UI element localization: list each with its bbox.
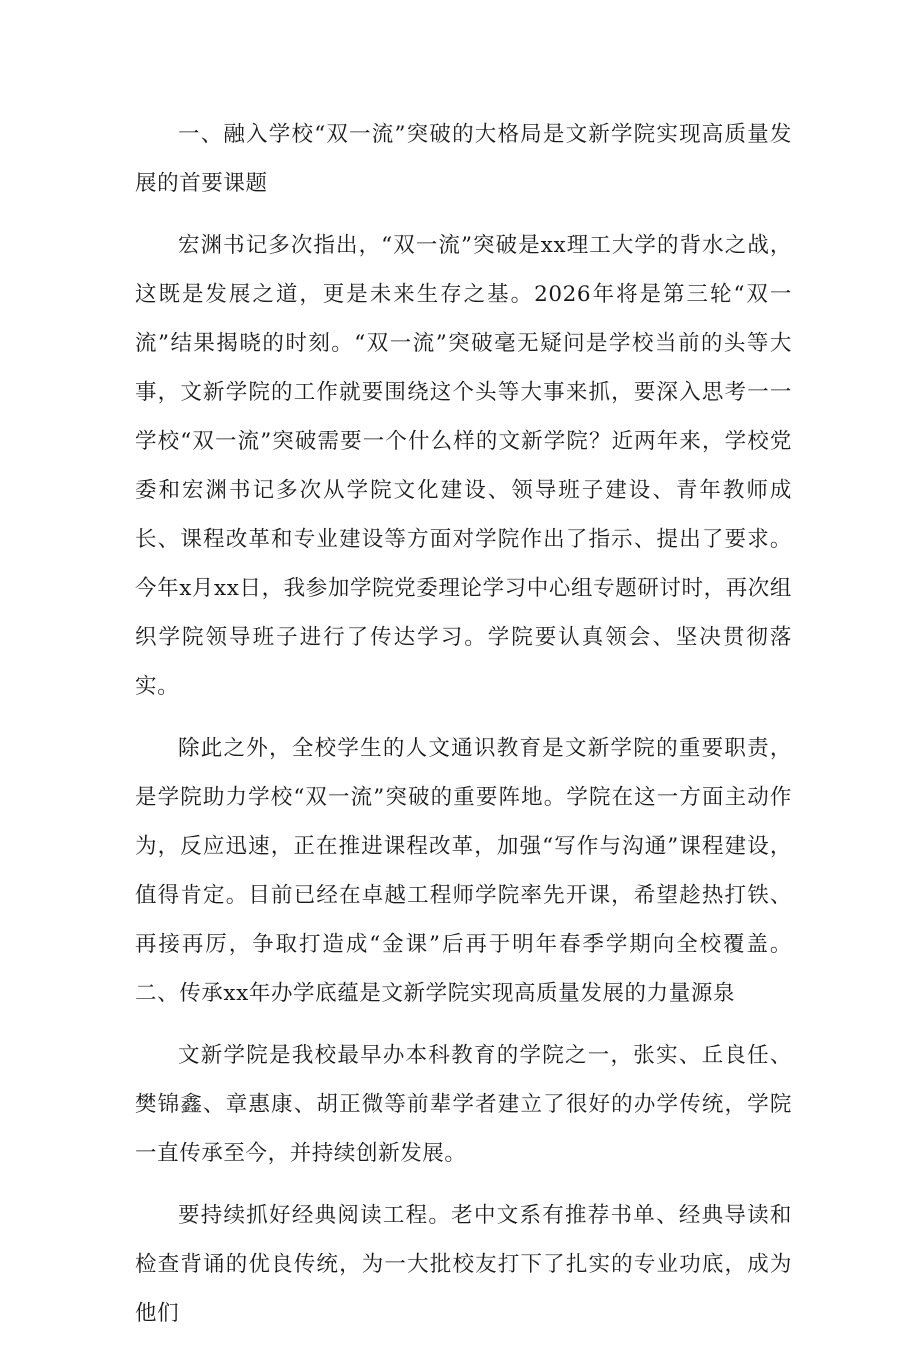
paragraph-double-first-class: 宏渊书记多次指出，“双一流”突破是xx理工大学的背水之战，这既是发展之道，更是未来生存之基。2026年将是第三轮“双一流”结果揭晓的时刻。“双一流”突破毫无疑问是学校当前的头等大事，文新学院的工作就要围绕这个头等大事来抓，要深入思考一一学校“双一流”突破需要一个什么样的文新学院？近两年来，学校党委和宏渊书记多次从学院文化建设、领导班子建设、青年教师成长、课程改革和专业建设等方面对学院作出了指示、提出了要求。今年x月xx日，我参加学院党委理论学习中心组专题研讨时，再次组织学院领导班子进行了传达学习。学院要认真领会、坚决贯彻落实。 (135, 233, 792, 699)
document-body (135, 110, 792, 1351)
paragraph-school-tradition: 文新学院是我校最早办本科教育的学院之一，张实、丘良任、樊锦鑫、章惠康、胡正微等前辈学者建立了很好的办学传统，学院一直传承至今，并持续创新发展。 (135, 1043, 792, 1166)
paragraph-general-education: 除此之外，全校学生的人文通识教育是文新学院的重要职责，是学院助力学校“双一流”突破的重要阵地。学院在这一方面主动作为，反应迅速，正在推进课程改革，加强“写作与沟通”课程建设，值得肯定。目前已经在卓越工程师学院率先开课，希望趁热打铁、再接再厉，争取打造成“金课”后再于明年春季学期向全校覆盖。二、传承xx年办学底蕴是文新学院实现高质量发展的力量源泉 (135, 736, 792, 1006)
paragraph-section-one-heading: 一、融入学校“双一流”突破的大格局是文新学院实现高质量发展的首要课题 (135, 122, 792, 196)
paragraph-classic-reading: 要持续抓好经典阅读工程。老中文系有推荐书单、经典导读和检查背诵的优良传统，为一大批校友打下了扎实的专业功底，成为他们 (135, 1203, 792, 1326)
